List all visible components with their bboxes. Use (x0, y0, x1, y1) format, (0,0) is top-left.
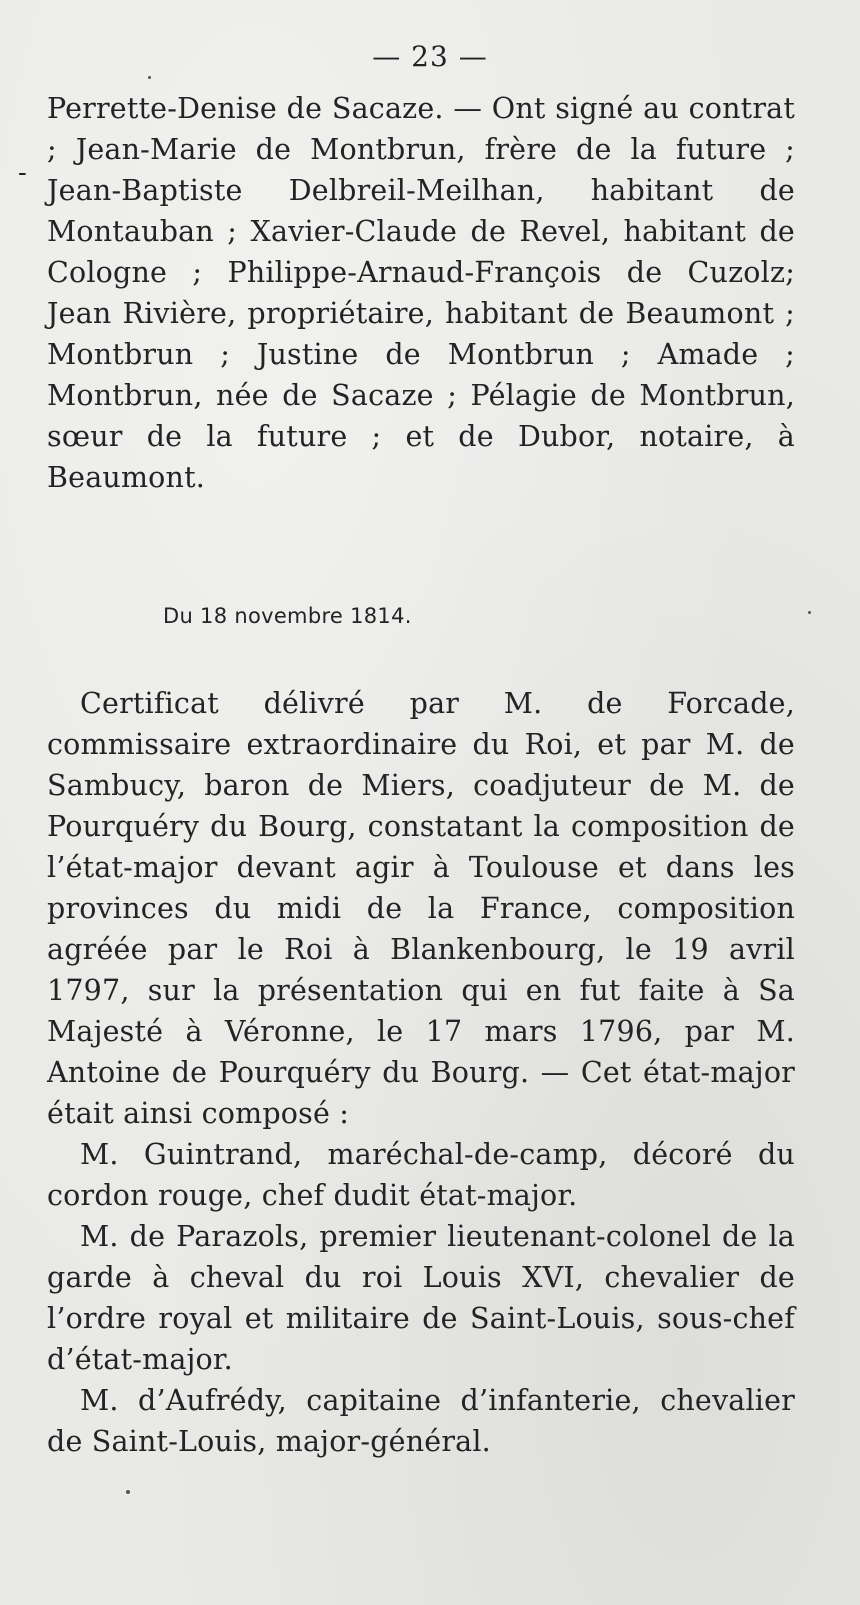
certificate-intro: Certificat délivré par M. de Forcade, commissaire extraordinaire du Roi, et par M. de Sambucy, baron de Miers, coadjuteur de M. de Pourquéry du Bourg, constatant la composition de l’état-major devant agir à Toulouse et dans les provinces du midi de la France, composition agréée par le Roi à Blankenbourg, le 19 avril 1797, sur la présentation qui en fut faite à Sa Majesté à Véronne, le 17 mars 1796, par M. Antoine de Pourquéry du Bourg. — Cet état-major était ainsi composé : (47, 687, 795, 1130)
member-entry: M. de Parazols, premier lieutenant-colonel de la garde à cheval du roi Louis XVI, chevalier de l’ordre royal et militaire de Saint-Louis, sous-chef d’état-major. (47, 1220, 795, 1376)
paper-speck (808, 611, 811, 614)
certificate-section (47, 683, 795, 1462)
paper-speck (148, 76, 151, 79)
member-entry: M. d’Aufrédy, capitaine d’infanterie, chevalier de Saint-Louis, major-général. (47, 1384, 795, 1458)
page-number: — 23 — (372, 40, 488, 73)
date-heading: Du 18 novembre 1814. (163, 604, 412, 628)
signatories-paragraph (47, 88, 795, 498)
member-entry: M. Guintrand, maréchal-de-camp, décoré du cordon rouge, chef dudit état-major. (47, 1138, 795, 1212)
margin-mark: - (18, 158, 27, 188)
signatories-text: Perrette-Denise de Sacaze. — Ont signé au contrat ; Jean-Marie de Montbrun, frère de la future ; Jean-Baptiste Delbreil-Meilhan, habitant de Montauban ; Xavier-Claude de Revel, habitant de Cologne ; Philippe-Arnaud-François de Cuzolz; Jean Rivière, propriétaire, habitant de Beaumont ; Montbrun ; Justine de Montbrun ; Amade ; Montbrun, née de Sacaze ; Pélagie de Montbrun, sœur de la future ; et de Dubor, notaire, à Beaumont. (47, 92, 795, 494)
paper-speck (126, 1490, 130, 1494)
